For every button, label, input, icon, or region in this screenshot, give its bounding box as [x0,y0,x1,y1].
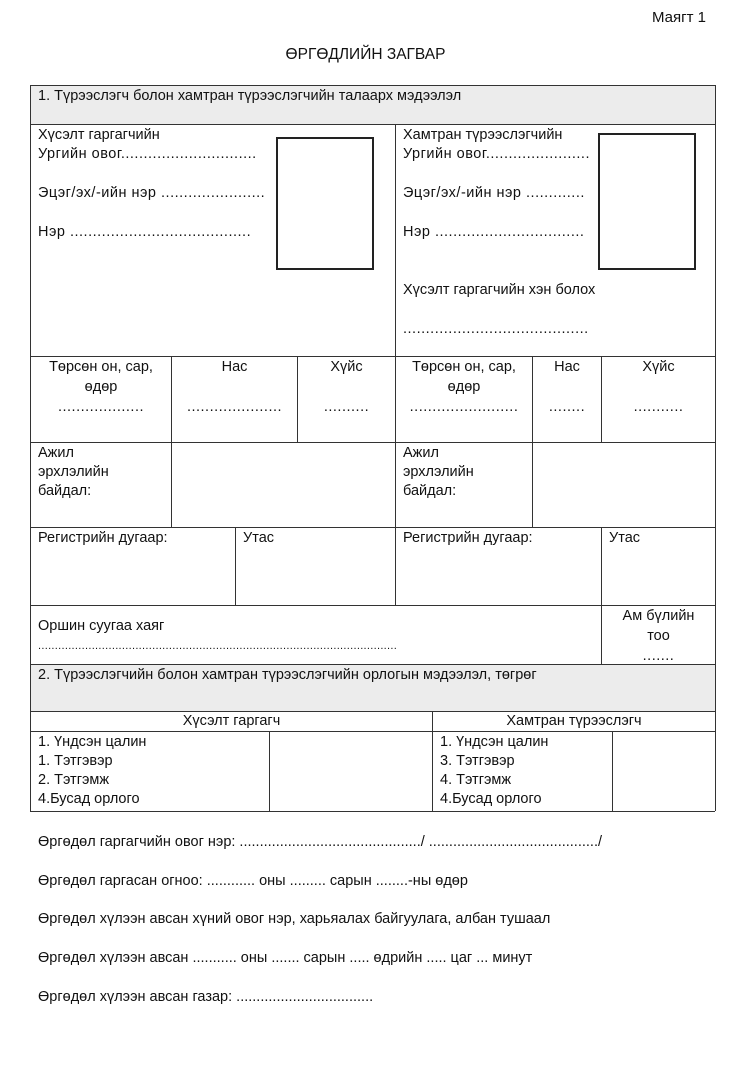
address-field[interactable]: ........................................................................................................... [38,640,398,652]
co-tenant-patronymic-field[interactable]: Эцэг/эх/-ийн нэр ............. [403,185,585,201]
income-applicant-item: 1. Тэтгэвэр [38,753,113,769]
co-tenant-title: Хамтран түрээслэгчийн [403,127,563,143]
footer-applicant-name-line[interactable]: Өргөдөл гаргагчийн овог нэр: ............................................./ ........................................../ [38,834,603,850]
address-label: Оршин суугаа хаяг [38,618,165,634]
family-size-label: Ам бүлийн [622,608,695,624]
applicant-employment-label-3: байдал: [38,483,92,499]
table-border-line [30,85,715,86]
income-applicant-header: Хүсэлт гаргагч [182,713,281,729]
co-tenant-birth-label-2: өдөр [447,379,481,395]
income-co-tenant-item: 4.Бусад орлого [440,791,542,807]
applicant-gender-field[interactable]: .......... [323,399,370,415]
co-tenant-gender-field[interactable]: ........... [633,399,684,415]
table-border-line [601,527,602,605]
co-tenant-birth-label: Төрсөн он, сар, [412,359,516,375]
co-tenant-employment-label-1: Ажил [403,445,439,461]
applicant-age-label: Нас [221,359,248,375]
table-border-line [235,527,236,605]
co-tenant-employment-label-2: эрхлэлийн [403,464,474,480]
co-tenant-relation-field[interactable]: ......................................... [403,321,589,337]
table-border-line [30,124,715,125]
applicant-given-name-field[interactable]: Нэр ........................................ [38,224,252,240]
table-border-line [30,811,715,812]
family-size-label-2: тоо [647,628,670,644]
section2-heading: 2. Түрээслэгчийн болон хамтран түрээслэгчийн орлогын мэдээлэл, төгрөг [38,667,537,683]
co-tenant-employment-label-3: байдал: [403,483,457,499]
applicant-employment-field[interactable] [172,443,394,526]
income-co-tenant-header: Хамтран түрээслэгч [506,713,642,729]
applicant-birth-label: Төрсөн он, сар, [49,359,153,375]
applicant-gender-label: Хүйс [330,359,363,375]
applicant-title: Хүсэлт гаргагчийн [38,127,160,143]
applicant-photo-box [276,137,374,270]
income-applicant-item: 2. Тэтгэмж [38,772,110,788]
applicant-employment-label-2: эрхлэлийн [38,464,109,480]
page-title: ӨРГӨДЛИЙН ЗАГВАР [285,46,446,63]
table-border-line [30,356,715,357]
co-tenant-registry-label: Регистрийн дугаар: [403,530,533,546]
applicant-birth-field[interactable]: ................... [57,399,145,415]
co-tenant-photo-box [598,133,696,270]
applicant-registry-label: Регистрийн дугаар: [38,530,168,546]
co-tenant-phone-label: Утас [609,530,641,546]
income-co-tenant-item: 3. Тэтгэвэр [440,753,515,769]
applicant-birth-label-2: өдөр [84,379,118,395]
income-co-tenant-item: 4. Тэтгэмж [440,772,512,788]
income-co-tenant-item: 1. Үндсэн цалин [440,734,549,750]
co-tenant-age-field[interactable]: ........ [548,399,586,415]
co-tenant-birth-field[interactable]: ........................ [409,399,519,415]
income-co-tenant-amount-field[interactable] [613,732,714,810]
applicant-employment-label-1: Ажил [38,445,74,461]
applicant-patronymic-field[interactable]: Эцэг/эх/-ийн нэр ....................... [38,185,266,201]
footer-received-time-line[interactable]: Өргөдөл хүлээн авсан ........... оны ....... сарын ..... өдрийн ..... цаг ... минут [38,950,533,966]
income-applicant-item: 4.Бусад орлого [38,791,140,807]
applicant-phone-label: Утас [243,530,275,546]
table-border-line [715,664,716,811]
income-applicant-item: 1. Үндсэн цалин [38,734,147,750]
table-border-line [30,664,31,811]
appendix-label: Маягт 1 [652,9,706,26]
footer-submission-date-line[interactable]: Өргөдөл гаргасан огноо: ............ оны ......... сарын ........-ны өдөр [38,873,468,889]
applicant-clan-name-field[interactable]: Ургийн овог.............................. [38,146,257,162]
family-size-field[interactable]: ....... [642,648,675,664]
section1-heading: 1. Түрээслэгч болон хамтран түрээслэгчийн талаарх мэдээлэл [38,88,462,104]
co-tenant-gender-label: Хүйс [642,359,675,375]
income-applicant-amount-field[interactable] [270,732,431,810]
co-tenant-age-label: Нас [554,359,580,375]
co-tenant-employment-field[interactable] [533,443,714,526]
table-border-line [30,527,715,528]
co-tenant-relation-label: Хүсэлт гаргагчийн хэн болох [403,282,596,298]
co-tenant-clan-name-field[interactable]: Ургийн овог....................... [403,146,590,162]
table-border-line [715,85,716,665]
footer-received-place-line[interactable]: Өргөдөл хүлээн авсан газар: .................................. [38,989,374,1005]
table-border-line [30,605,715,606]
co-tenant-given-name-field[interactable]: Нэр ................................. [403,224,585,240]
applicant-age-field[interactable]: ..................... [186,399,283,415]
footer-receiver-info-line: Өргөдөл хүлээн авсан хүний овог нэр, харьяалах байгуулага, албан тушаал [38,911,551,927]
